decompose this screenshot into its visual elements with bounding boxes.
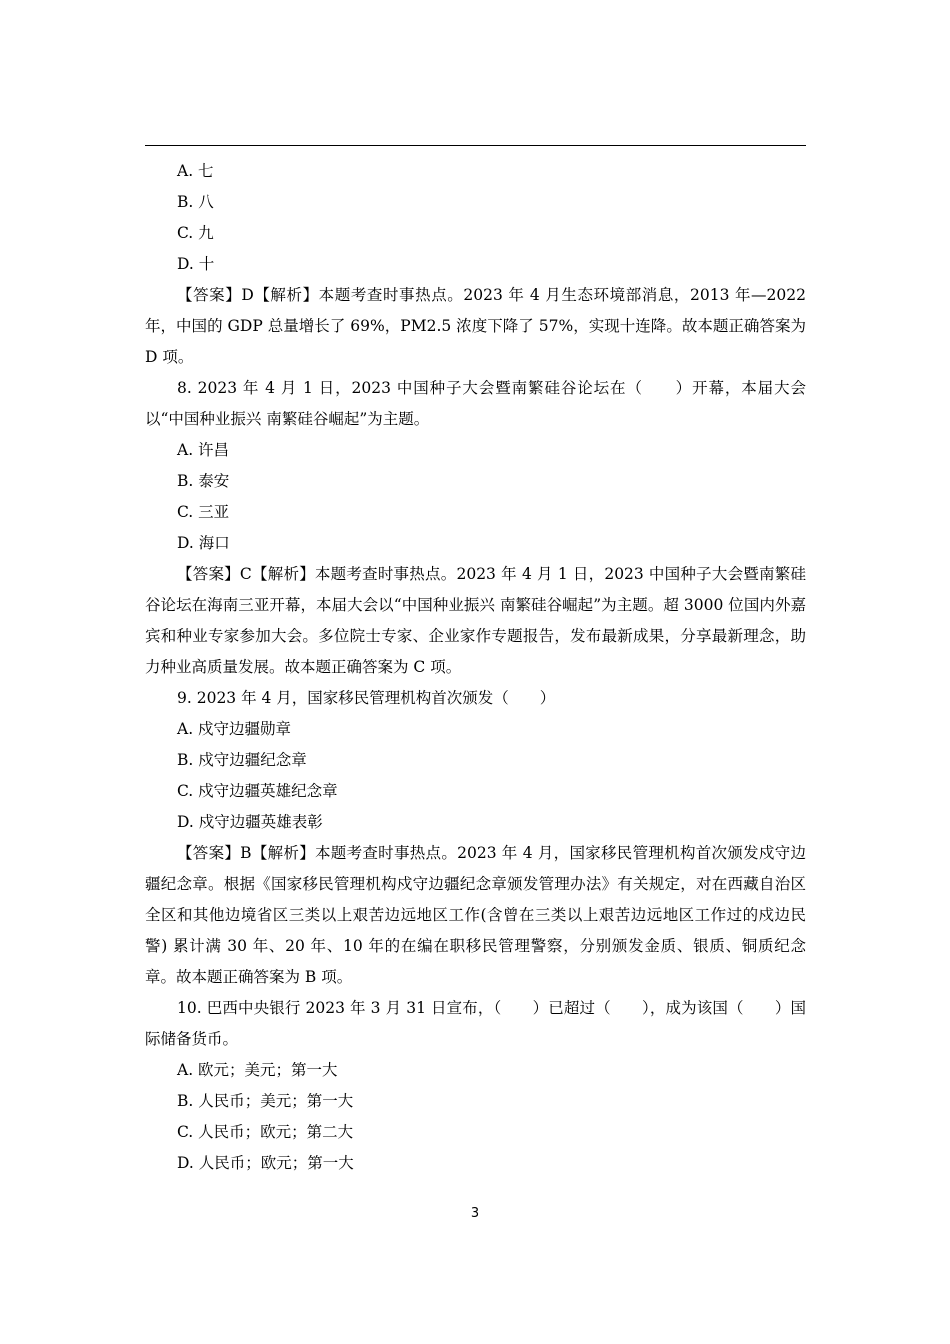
option-a: A. 欧元；美元；第一大 [177,1061,338,1079]
option-c: C. 九 [177,224,214,242]
option-d: D. 十 [177,255,215,273]
question-stem: 8. 2023 年 4 月 1 日，2023 中国种子大会暨南繁硅谷论坛在（ ）开幕，本届大会以“中国种业振兴 南繁硅谷崛起”为主题。 [145,379,806,428]
question-9 [145,683,806,993]
option-b: B. 戍守边疆纪念章 [177,751,307,769]
option-a: A. 七 [177,162,214,180]
option-d: D. 戍守边疆英雄表彰 [177,813,323,831]
question-stem: 10. 巴西中央银行 2023 年 3 月 31 日宣布，（ ）已超过（ ），成为该国（ ）国际储备货币。 [145,999,806,1048]
option-b: B. 泰安 [177,472,230,490]
option-b: B. 人民币；美元；第一大 [177,1092,354,1110]
option-a: A. 许昌 [177,441,230,459]
option-c: C. 戍守边疆英雄纪念章 [177,782,338,800]
question-7-tail [145,156,806,373]
question-8 [145,373,806,683]
answer-explanation: 【答案】C【解析】本题考查时事热点。2023 年 4 月 1 日，2023 中国种子大会暨南繁硅谷论坛在海南三亚开幕，本届大会以“中国种业振兴 南繁硅谷崛起”为主题。超 3000 位国内外嘉宾和种业专家参加大会。多位院士专家、企业家作专题报告，发布最新成果，分享最新理念，助力种业高质量发展。故本题正确答案为 C 项。 [145,565,806,676]
answer-explanation: 【答案】B【解析】本题考查时事热点。2023 年 4 月，国家移民管理机构首次颁发戍守边疆纪念章。根据《国家移民管理机构戍守边疆纪念章颁发管理办法》有关规定，对在西藏自治区全区和其他边境省区三类以上艰苦边远地区工作(含曾在三类以上艰苦边远地区工作过的戍边民警) 累计满 30 年、20 年、10 年的在编在职移民管理警察，分别颁发金质、银质、铜质纪念章。故本题正确答案为 B 项。 [145,844,806,986]
header-rule [145,145,806,146]
option-b: B. 八 [177,193,214,211]
option-d: D. 人民币；欧元；第一大 [177,1154,354,1172]
document-body [145,156,806,1179]
answer-explanation: 【答案】D【解析】本题考查时事热点。2023 年 4 月生态环境部消息，2013 年—2022 年，中国的 GDP 总量增长了 69%，PM2.5 浓度下降了 57%，实现十连降。故本题正确答案为 D 项。 [145,286,806,366]
option-d: D. 海口 [177,534,230,552]
question-stem: 9. 2023 年 4 月，国家移民管理机构首次颁发（ ） [177,689,556,707]
question-10 [145,993,806,1179]
option-c: C. 三亚 [177,503,230,521]
option-c: C. 人民币；欧元；第二大 [177,1123,354,1141]
option-a: A. 戍守边疆勋章 [177,720,292,738]
page-number: 3 [470,1206,480,1221]
